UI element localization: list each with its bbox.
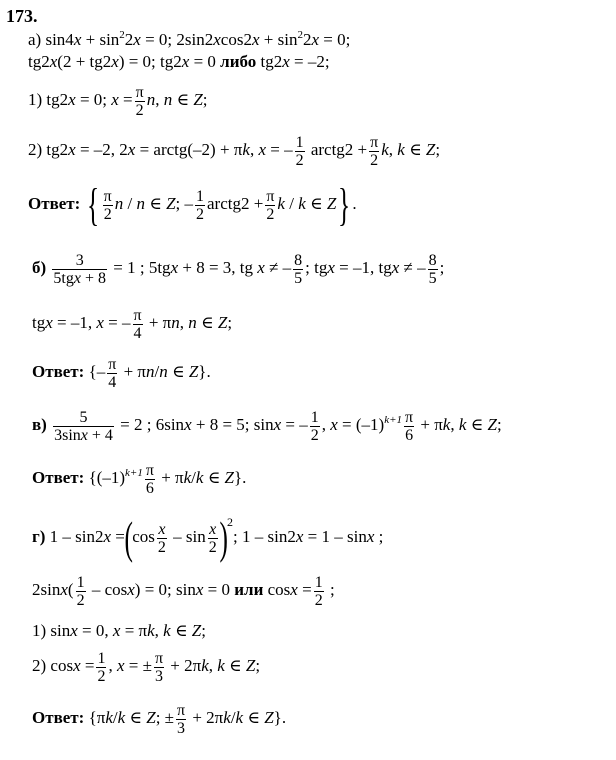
part-a-line-2	[28, 52, 330, 72]
denominator: 2	[196, 205, 205, 223]
t: ;	[227, 313, 233, 332]
t: или	[234, 580, 264, 599]
t: =	[80, 656, 95, 675]
t: – sin	[168, 527, 206, 546]
t: {π	[84, 708, 106, 727]
numerator: 3	[52, 252, 107, 270]
numerator: π	[370, 133, 379, 151]
numerator: 8	[428, 251, 437, 269]
t: 3sin	[54, 426, 81, 444]
t: {(–1)	[84, 468, 126, 487]
denominator: 2	[370, 151, 379, 169]
t: Z	[425, 140, 436, 159]
t: n	[145, 362, 155, 381]
part-a-line-1	[28, 30, 350, 50]
denominator: 2	[314, 591, 323, 609]
t: =	[297, 580, 312, 599]
t: ;	[374, 527, 384, 546]
numerator: 1	[97, 649, 106, 667]
denominator: 3	[154, 667, 163, 685]
t: x	[366, 527, 375, 546]
denominator: 6	[145, 479, 154, 497]
t: Z	[326, 194, 337, 213]
denominator: 4	[108, 373, 117, 391]
t: ,	[388, 140, 398, 159]
t: Z	[193, 90, 203, 109]
t: = 0;	[319, 30, 351, 49]
t: ,	[108, 656, 117, 675]
part-g-case-2	[32, 646, 260, 686]
t: 5tg	[53, 269, 74, 287]
fraction	[295, 134, 305, 169]
t: ; –	[175, 194, 194, 213]
part-v-line-1	[32, 405, 502, 445]
numerator: π	[154, 649, 164, 667]
t: x	[290, 580, 298, 599]
t: ;	[439, 258, 445, 277]
t: x	[68, 140, 76, 159]
t: n	[146, 90, 156, 109]
numerator: π	[133, 306, 142, 324]
t: sin4	[45, 30, 74, 49]
fraction	[52, 252, 107, 287]
numerator: 8	[294, 251, 303, 269]
part-a-case-1	[28, 80, 208, 120]
t: 2) tg2	[28, 140, 69, 159]
part-b-answer	[32, 352, 211, 392]
denominator: 5	[294, 269, 303, 287]
t: = 0	[189, 52, 221, 71]
fraction	[369, 134, 379, 169]
t: k	[183, 468, 192, 487]
t: k	[105, 708, 113, 727]
t: (2 + tg2	[57, 52, 112, 71]
t: Z	[245, 656, 256, 675]
t: Z	[188, 362, 199, 381]
t: Z	[146, 708, 156, 727]
numerator: x	[209, 520, 217, 538]
t: /	[112, 708, 118, 727]
t: x	[133, 30, 141, 49]
t: + 2π	[166, 656, 202, 675]
fraction	[428, 252, 438, 287]
t: = –	[265, 140, 293, 159]
part-g-case-1	[32, 621, 206, 641]
t: = –	[281, 415, 308, 434]
denominator	[53, 427, 114, 444]
denominator: 6	[405, 426, 414, 444]
numerator: π	[405, 408, 414, 426]
t: x	[116, 656, 125, 675]
t: n	[114, 194, 124, 213]
left-paren: (	[124, 512, 133, 564]
t: x	[251, 30, 260, 49]
t: n	[188, 313, 197, 332]
fraction	[107, 356, 117, 391]
t: ∈	[196, 313, 218, 332]
fraction	[293, 252, 303, 287]
t: n	[136, 194, 145, 213]
t: = 0; 2sin2	[140, 30, 214, 49]
t: ∈	[167, 362, 189, 381]
t: x	[327, 258, 335, 277]
t: x	[391, 258, 400, 277]
denominator: 2	[266, 205, 275, 223]
t: + 8 = 5; sin	[191, 415, 274, 434]
t: {–	[84, 362, 106, 381]
t: x	[112, 621, 121, 640]
t: k	[223, 708, 231, 727]
t: = 0,	[77, 621, 113, 640]
part-a-answer	[28, 179, 357, 231]
t: + 4	[87, 426, 113, 444]
t: + π	[416, 415, 443, 434]
t: x	[96, 313, 104, 332]
t: ;	[435, 140, 441, 159]
superscript: k+1	[384, 414, 403, 426]
t: tg2	[256, 52, 283, 71]
t: Z	[224, 468, 234, 487]
t: arctg2 +	[207, 194, 264, 213]
t: = π	[120, 621, 148, 640]
superscript: k+1	[125, 467, 143, 479]
t: = –2;	[289, 52, 330, 71]
t: ≠ –	[399, 258, 426, 277]
t: (	[67, 580, 74, 599]
t: 2sin	[32, 580, 61, 599]
t: Z	[191, 621, 202, 640]
numerator: π	[135, 83, 144, 101]
numerator: 5	[53, 409, 114, 427]
part-b-line-1	[32, 248, 444, 288]
answer-label: Ответ:	[32, 708, 85, 727]
t: ,	[179, 313, 189, 332]
t: ∈	[170, 621, 192, 640]
t: ∈	[466, 415, 488, 434]
t: ,	[154, 621, 164, 640]
t: = –1,	[52, 313, 97, 332]
superscript: 2	[227, 515, 234, 529]
answer-label: Ответ:	[32, 362, 85, 381]
numerator: π	[266, 187, 275, 205]
numerator: π	[145, 461, 154, 479]
denominator	[52, 270, 107, 287]
part-label: в)	[32, 415, 47, 434]
t: x	[257, 258, 265, 277]
numerator: π	[177, 701, 186, 719]
fraction	[53, 409, 114, 444]
t: ) = 0; tg2	[118, 52, 182, 71]
t: + 8	[80, 269, 107, 287]
numerator: 1	[295, 133, 304, 151]
part-label: б)	[32, 258, 47, 277]
denominator: 5	[428, 269, 437, 287]
t: k	[298, 194, 306, 213]
t: ; tg	[305, 258, 328, 277]
t: x	[111, 52, 119, 71]
t: x	[111, 90, 119, 109]
t: ,	[155, 90, 164, 109]
fraction	[314, 574, 324, 609]
t: k	[458, 415, 467, 434]
t: x	[70, 621, 78, 640]
t: x	[68, 90, 76, 109]
t: ∈	[203, 468, 225, 487]
t: k	[117, 708, 126, 727]
t: = –	[103, 313, 131, 332]
t: tg2	[28, 52, 50, 71]
t: x	[60, 580, 68, 599]
t: /	[191, 468, 196, 487]
t: }.	[273, 708, 287, 727]
t: Z	[217, 313, 228, 332]
answer-label: Ответ:	[28, 194, 81, 213]
t: ,	[249, 140, 259, 159]
t: = 1 ; 5tg	[109, 258, 171, 277]
t: x	[73, 269, 81, 287]
t: = arctg(–2) + π	[135, 140, 243, 159]
t: ;	[496, 415, 502, 434]
part-b-line-2	[32, 303, 232, 343]
numerator: 1	[310, 408, 319, 426]
t: ∈	[243, 708, 265, 727]
t: tg	[32, 313, 46, 332]
part-label: г)	[32, 527, 46, 546]
right-brace: }	[338, 179, 351, 231]
t: cos	[132, 527, 155, 546]
t: x	[80, 426, 88, 444]
t: /	[154, 362, 160, 381]
t: ; ±	[155, 708, 175, 727]
numerator: 1	[314, 573, 323, 591]
t: ,	[208, 656, 218, 675]
t: + sin	[259, 30, 298, 49]
t: ∈	[224, 656, 246, 675]
t: 1 – sin2	[45, 527, 104, 546]
t: ∈	[305, 194, 327, 213]
numerator: π	[108, 355, 117, 373]
t: k	[242, 140, 250, 159]
problem-number: 173.	[6, 6, 38, 26]
t: arctg2 +	[306, 140, 368, 159]
denominator: 2	[208, 538, 217, 556]
t: k	[163, 621, 171, 640]
t: = 1 – sin	[303, 527, 367, 546]
t: x	[184, 415, 192, 434]
t: + 2π	[188, 708, 224, 727]
t: 2	[297, 29, 303, 41]
t: }.	[198, 362, 211, 381]
t: k	[277, 194, 285, 213]
fraction	[76, 574, 86, 609]
fraction	[96, 650, 106, 685]
t: =	[118, 90, 133, 109]
fraction	[265, 188, 275, 223]
left-brace: {	[86, 179, 99, 231]
t: + π	[119, 362, 146, 381]
t: k	[442, 415, 451, 434]
t: x	[73, 30, 82, 49]
fraction	[404, 409, 414, 444]
t: 2	[124, 30, 134, 49]
t: + π	[156, 468, 184, 487]
denominator: 2	[295, 151, 304, 169]
t: ∈	[125, 708, 147, 727]
t: ,	[321, 415, 331, 434]
numerator: x	[158, 520, 166, 538]
t: ≠ –	[264, 258, 292, 277]
numerator: 1	[196, 187, 205, 205]
t: = (–1)	[337, 415, 385, 434]
part-g-line-1	[32, 512, 383, 563]
t: x	[295, 527, 304, 546]
t: k	[235, 708, 244, 727]
denominator: 2	[310, 426, 319, 444]
t: x	[213, 30, 221, 49]
denominator: 2	[135, 101, 144, 119]
t: 2) cos	[32, 656, 74, 675]
denominator: 4	[133, 324, 142, 342]
fraction	[133, 307, 143, 342]
fraction	[176, 702, 186, 737]
fraction	[103, 188, 113, 223]
t: 2	[302, 30, 312, 49]
fraction	[145, 462, 155, 497]
numerator: 1	[76, 573, 85, 591]
denominator: 2	[97, 667, 106, 685]
t: ;	[325, 580, 335, 599]
denominator: 3	[177, 719, 186, 737]
t: /	[123, 194, 137, 213]
t: .	[352, 194, 357, 213]
t: k	[147, 621, 155, 640]
part-a-case-2	[28, 130, 440, 170]
t: x	[258, 140, 266, 159]
fraction	[195, 188, 205, 223]
t: + π	[144, 313, 172, 332]
t: x	[195, 580, 204, 599]
t: x	[273, 415, 282, 434]
t: 2	[119, 29, 125, 41]
t: Z	[166, 194, 176, 213]
t: k	[397, 140, 405, 159]
t: cos	[263, 580, 291, 599]
denominator: 2	[157, 538, 166, 556]
fraction	[154, 650, 164, 685]
t: x	[181, 52, 190, 71]
t: ;	[202, 90, 208, 109]
t: 1) tg2	[28, 90, 69, 109]
t: n	[171, 313, 180, 332]
t: x	[103, 527, 112, 546]
t: x	[330, 415, 338, 434]
t: ; 1 – sin2	[233, 527, 296, 546]
t: + sin	[81, 30, 120, 49]
answer-label: Ответ:	[32, 468, 85, 487]
part-v-answer	[32, 458, 246, 498]
part-g-answer	[32, 698, 286, 738]
t: =	[111, 527, 125, 546]
t: n	[163, 90, 173, 109]
t: k	[195, 468, 204, 487]
t: + 8 = 3, tg	[178, 258, 258, 277]
t: x	[45, 313, 53, 332]
t: – cos	[87, 580, 128, 599]
t: x	[170, 258, 179, 277]
right-paren: )	[219, 512, 228, 564]
denominator: 2	[76, 591, 85, 609]
fraction	[157, 521, 167, 556]
fraction	[208, 521, 218, 556]
part-g-line-2	[32, 570, 335, 610]
t: /	[230, 708, 236, 727]
t: ;	[255, 656, 261, 675]
t: Z	[264, 708, 274, 727]
t: 1) sin	[32, 621, 71, 640]
fraction	[135, 84, 145, 119]
t: ;	[201, 621, 206, 640]
t: ∈	[144, 194, 167, 213]
t: = –2, 2	[75, 140, 128, 159]
t: n	[159, 362, 168, 381]
t: Z	[487, 415, 497, 434]
t: k	[217, 656, 225, 675]
t: x	[282, 52, 290, 71]
t: = 0;	[75, 90, 112, 109]
denominator: 2	[103, 205, 112, 223]
t: /	[284, 194, 299, 213]
t: ∈	[172, 90, 194, 109]
t: = –1, tg	[334, 258, 392, 277]
t: ∈	[404, 140, 426, 159]
part-label: а)	[28, 30, 42, 49]
t: ) = 0; sin	[134, 580, 196, 599]
t: либо	[220, 52, 257, 71]
t: x	[311, 30, 319, 49]
t: x	[127, 580, 135, 599]
t: ,	[450, 415, 459, 434]
t: x	[73, 656, 81, 675]
t: x	[49, 52, 58, 71]
t: = 0	[203, 580, 235, 599]
t: x	[127, 140, 136, 159]
numerator: π	[103, 187, 112, 205]
t: }.	[234, 468, 247, 487]
t: = ±	[124, 656, 152, 675]
t: cos2	[220, 30, 252, 49]
t: k	[381, 140, 389, 159]
t: k	[201, 656, 209, 675]
fraction	[310, 409, 320, 444]
t: = 2 ; 6sin	[115, 415, 185, 434]
